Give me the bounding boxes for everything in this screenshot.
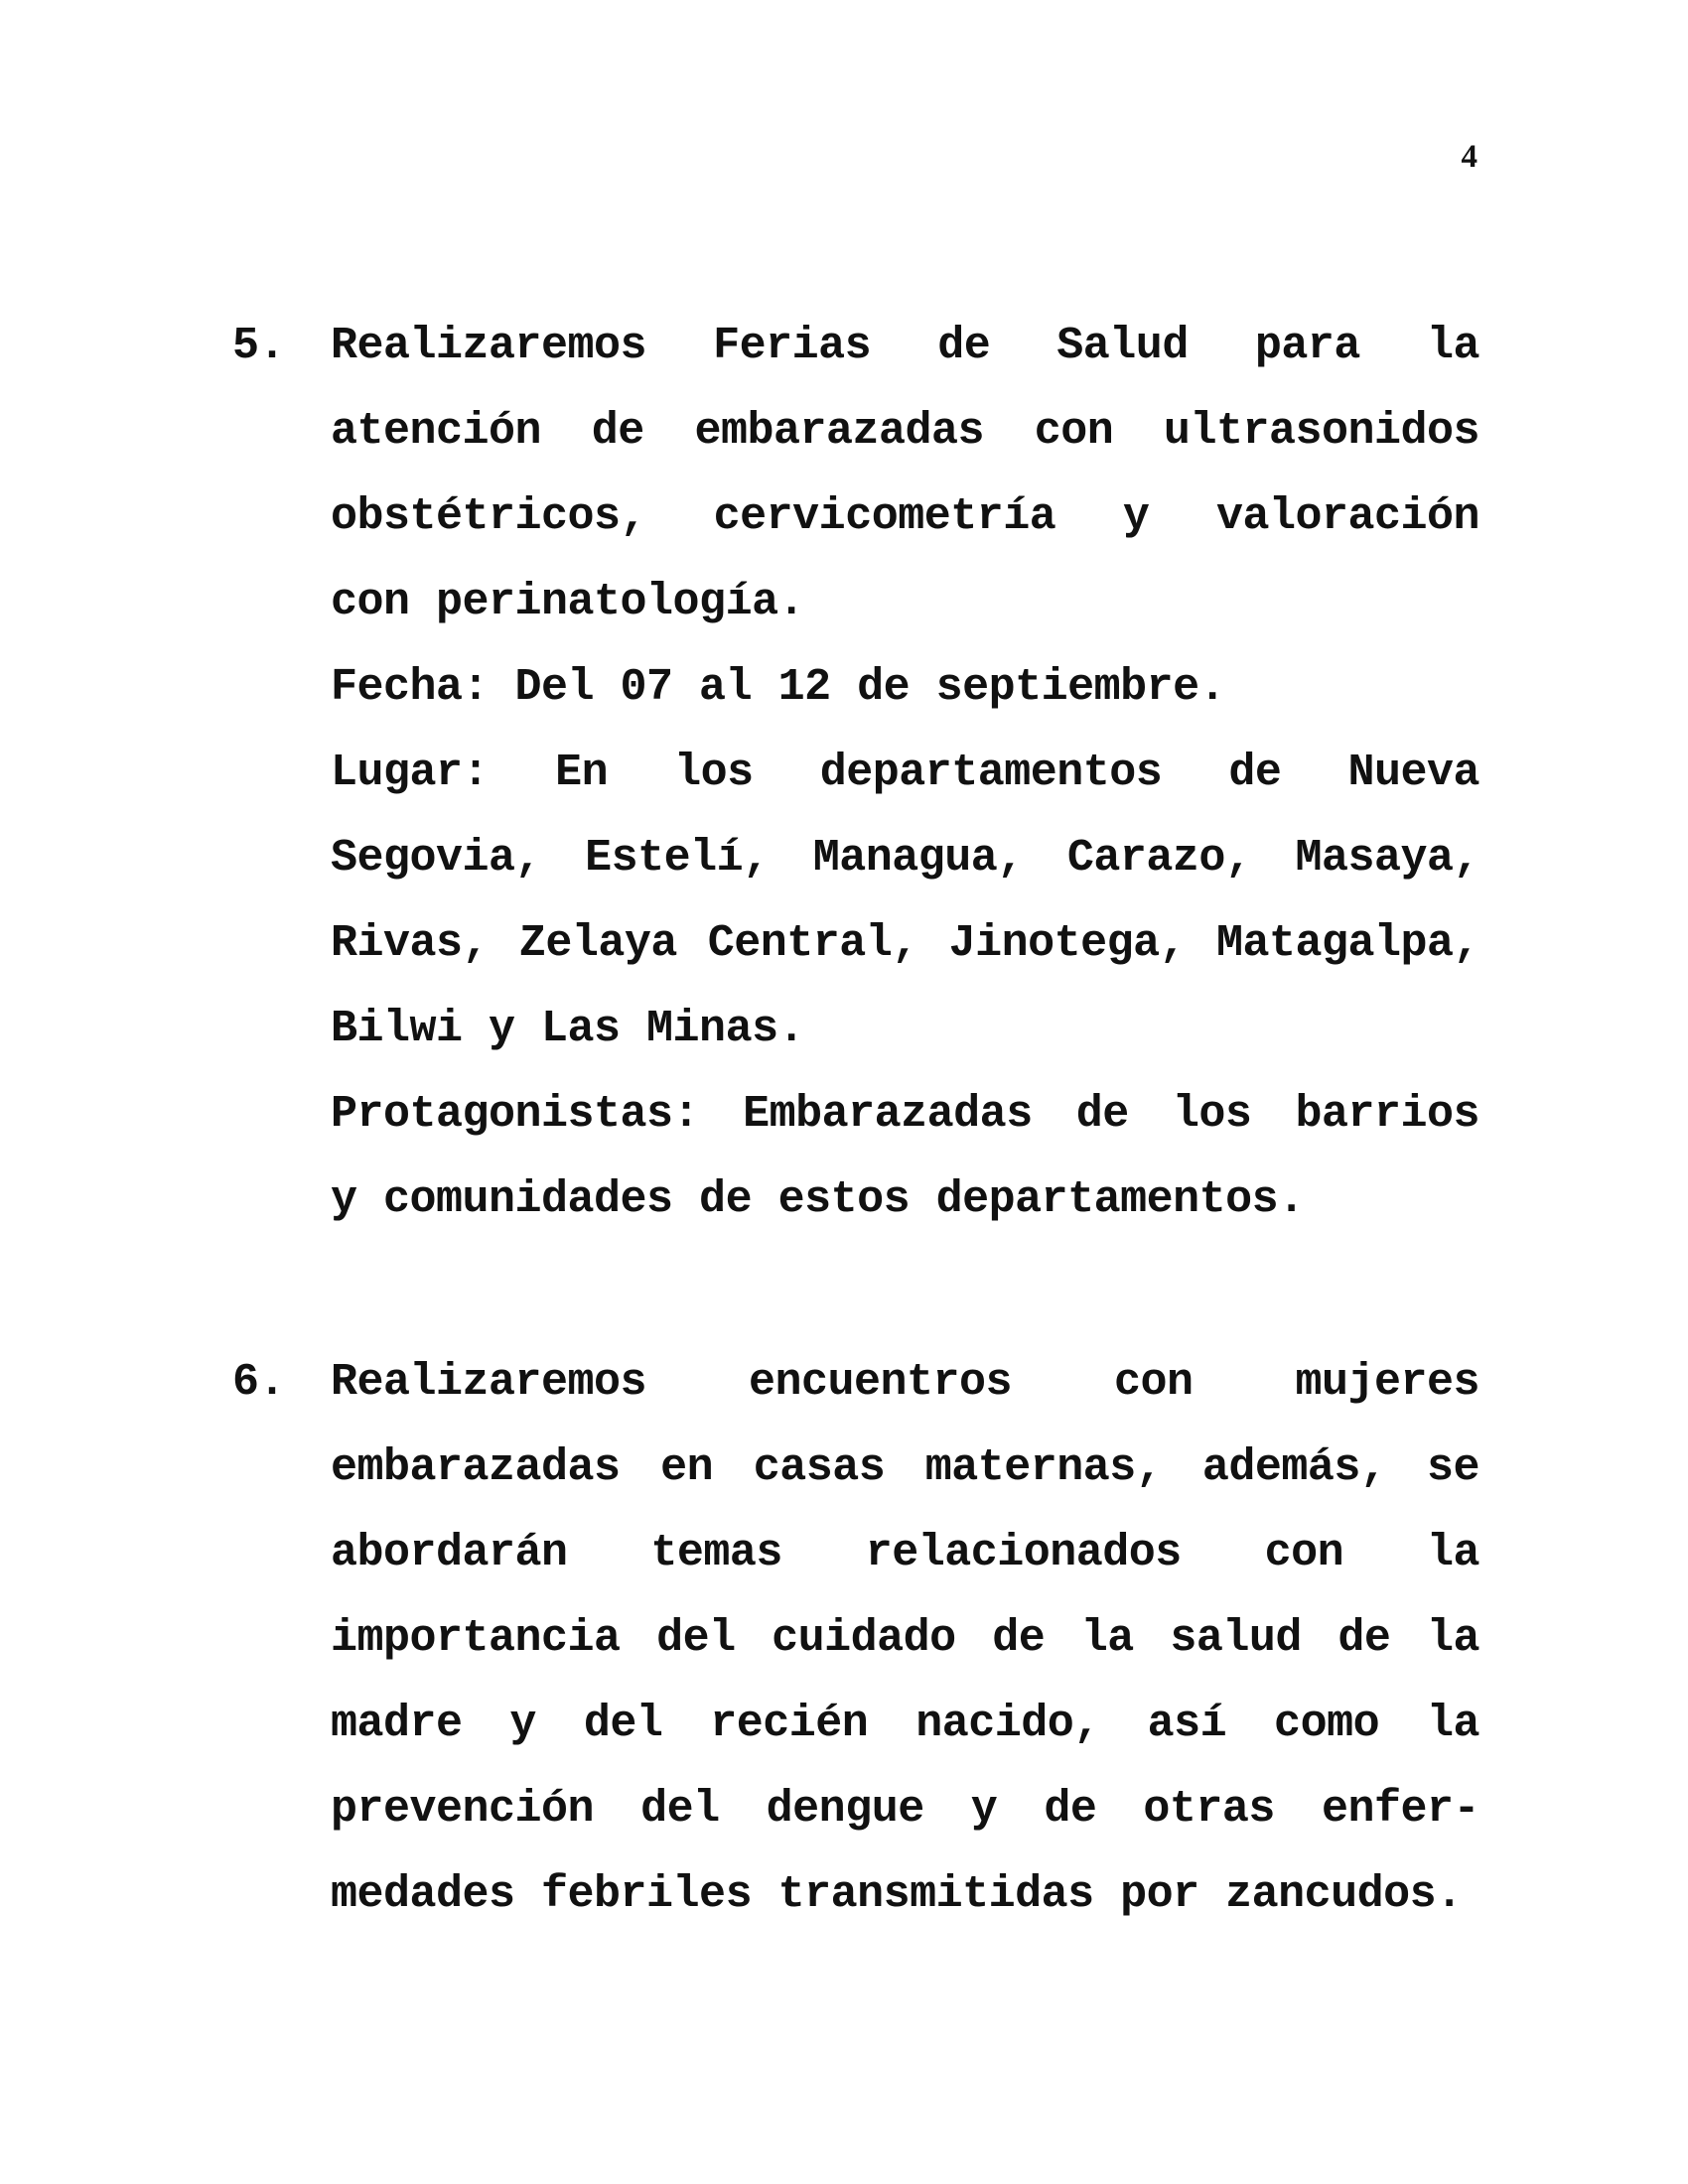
text-line: importancia del cuidado de la salud de la	[331, 1613, 1479, 1664]
date-line: Fecha: Del 07 al 12 de septiembre.	[331, 662, 1226, 713]
text-line: obstétricos, cervicometría y valoración	[331, 491, 1479, 542]
protagonists-line: Protagonistas: Embarazadas de los barrios	[331, 1089, 1479, 1140]
item-text	[331, 304, 1479, 1243]
item-number: 5.	[232, 321, 286, 371]
text-line: Rivas, Zelaya Central, Jinotega, Matagalpa,	[331, 918, 1479, 969]
item-number: 6.	[232, 1357, 286, 1408]
text-line: Realizaremos Ferias de Salud para la	[331, 321, 1479, 371]
text-line: Bilwi y Las Minas.	[331, 1004, 805, 1054]
item-text	[331, 1340, 1479, 1938]
text-line: abordarán temas relacionados con la	[331, 1528, 1479, 1578]
text-line: y comunidades de estos departamentos.	[331, 1174, 1305, 1225]
text-line: Realizaremos encuentros con mujeres	[331, 1357, 1479, 1408]
text-line: madre y del recién nacido, así como la	[331, 1699, 1479, 1749]
text-line: con perinatología.	[331, 577, 805, 627]
text-line: prevención del dengue y de otras enfer-	[331, 1784, 1479, 1835]
place-line: Lugar: En los departamentos de Nueva	[331, 748, 1479, 798]
page-number: 4	[1461, 139, 1477, 175]
text-line: Segovia, Estelí, Managua, Carazo, Masaya,	[331, 833, 1479, 884]
text-line: medades febriles transmitidas por zancudos.	[331, 1869, 1463, 1920]
text-line: embarazadas en casas maternas, además, se	[331, 1442, 1479, 1493]
text-line: atención de embarazadas con ultrasonidos	[331, 406, 1479, 457]
